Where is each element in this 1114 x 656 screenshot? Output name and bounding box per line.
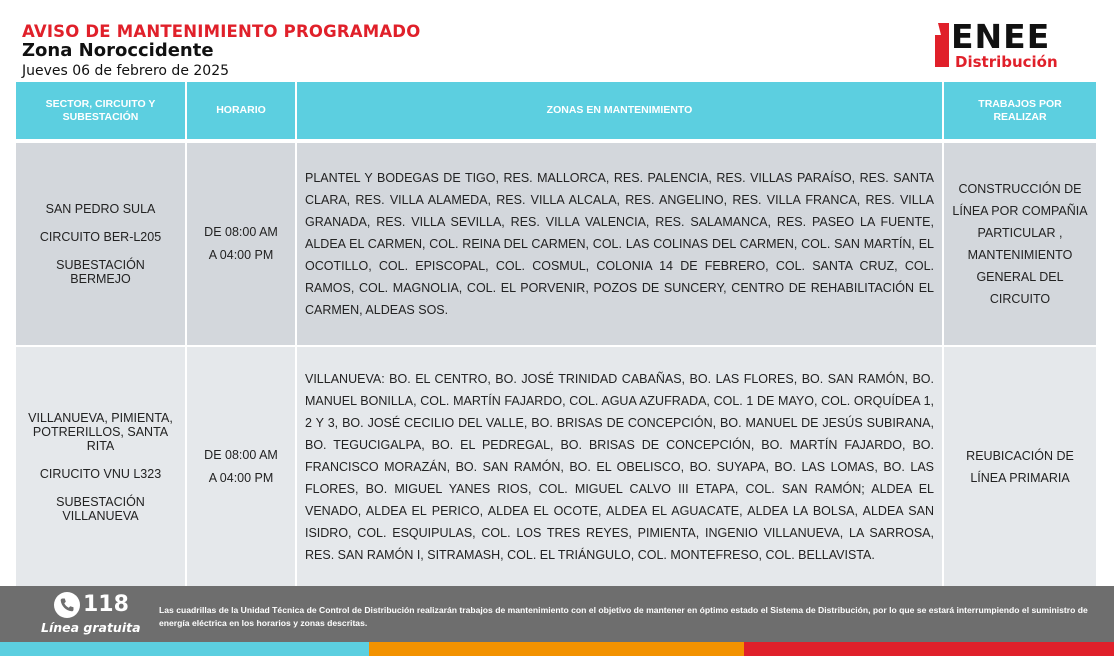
horario-end: A 04:00 PM [208,470,274,485]
horario-start: DE 08:00 AM [204,225,278,239]
phone-icon [54,592,80,618]
trabajos-cell [944,347,1096,586]
circuit-name: CIRUCITO VNU L323 [39,466,162,481]
stripe-cyan [0,642,369,656]
hotline-number: 118 [83,592,129,617]
stripe-orange [369,642,744,656]
sector-name: SAN PEDRO SULA [45,202,156,216]
trabajos-text: REUBICACIÓN DE LÍNEA PRIMARIA [966,448,1074,485]
header-sector: SECTOR, CIRCUITO Y SUBESTACIÓN [16,82,185,139]
horario-cell [187,347,295,586]
circuit-name: CIRCUITO BER-L205 [39,230,162,244]
logo-wordmark: ENEE [951,17,1051,56]
header-trabajos: TRABAJOS POR REALIZAR [944,82,1096,139]
horario-end: A 04:00 PM [208,248,274,262]
trabajos-cell [944,143,1096,345]
footer-notice: Las cuadrillas de la Unidad Técnica de Control de Distribución realizarán trabajos de mantenimiento con el objetivo de mantener en óptimo estado el Sistema de Distribución, por lo que se estará interrumpiendo el suministro de energía eléctrica en los horarios y zonas descritas. [159,605,1088,628]
hotline-label: Línea gratuita [41,620,141,635]
table-row [16,347,1096,586]
sector-cell [16,143,185,345]
logo-subtitle: Distribución [955,53,1058,71]
header-horario: HORARIO [187,82,295,139]
substation-name: SUBESTACIÓN VILLANUEVA [56,494,145,523]
notice-title: AVISO DE MANTENIMIENTO PROGRAMADO [22,22,421,41]
zonas-text: VILLANUEVA: BO. EL CENTRO, BO. JOSÉ TRINIDAD CABAÑAS, BO. LAS FLORES, BO. SAN RAMÓN, BO. MANUEL BONILLA, COL. MARTÍN FAJARDO, COL. AGUA AZUFRADA, COL. 1 DE MAYO, COL. ORQUÍDEA 1, 2 Y 3, BO. JOSÉ CECILIO DEL VALLE, BO. BRISAS DE CONCEPCIÓN, BO. MANUEL DE JESÚS SUBIRANA, BO. TEGUCIGALPA, BO. EL PEDREGAL, BO. BRISAS DE CONCEPCIÓN, BO. MARTÍN FAJARDO, BO. FRANCISCO MORAZÁN, BO. SAN RAMÓN, BO. EL OBELISCO, BO. SUYAPA, BO. LAS LOMAS, BO. LAS FLORES, BO. MIGUEL YANES RIOS, COL. MIGUEL CALVO III ETAPA, COL. SAN RAMÓN; ALDEA EL VENADO, ALDEA EL PERICO, ALDEA EL OCOTE, ALDEA EL AGUACATE, ALDEA LA BOLSA, ALDEA SAN ISIDRO, COL. ESQUIPULAS, COL. LOS TRES REYES, PIMIENTA, INGENIO VILLANUEVA, LA SARROSA, RES. SAN RAMÓN I, SITRAMASH, COL. EL TRIÁNGULO, COL. MONTEFRESO, COL. BELLAVISTA. [305,371,934,562]
enee-logo-mark-icon [935,23,949,67]
notice-date: Jueves 06 de febrero de 2025 [22,63,230,79]
sector-name: VILLANUEVA, PIMIENTA, POTRERILLOS, SANTA RITA [28,410,173,453]
enee-logo [935,17,1093,72]
stripe-red [744,642,1114,656]
zonas-cell [297,347,942,586]
table-header [16,82,1096,139]
zonas-text: PLANTEL Y BODEGAS DE TIGO, RES. MALLORCA, RES. PALENCIA, RES. VILLAS PARAÍSO, RES. SANTA CLARA, RES. VILLA ALAMEDA, RES. VILLA ALCALA, RES. ANGELINO, RES. VILLA FRANCA, RES. VILLA GRANADA, RES. VILLA SEVILLA, RES. VILLA VALENCIA, RES. SALAMANCA, RES. PASEO LA FUENTE, ALDEA EL CARMEN, COL. REINA DEL CARMEN, COL. LAS COLINAS DEL CARMEN, COL. SAN MARTÍN, EL OCOTILLO, COL. EPISCOPAL, COL. COSMUL, COLONIA 14 DE FEBRERO, COL. SANTA CRUZ, COL. RAMOS, COL. MAGNOLIA, COL. EL PORVENIR, POZOS DE SUNCERY, CENTRO DE REHABILITACIÓN EL CARMEN, ALDEAS SOS. [305,171,934,317]
horario-cell [187,143,295,345]
header-zonas: ZONAS EN MANTENIMIENTO [297,82,942,139]
horario-start: DE 08:00 AM [204,447,278,462]
footer-bar [0,586,1114,642]
zone-name: Zona Noroccidente [22,40,214,61]
sector-cell [16,347,185,586]
zonas-cell [297,143,942,345]
table-row [16,143,1096,345]
trabajos-text: CONSTRUCCIÓN DE LÍNEA POR COMPAÑIA PARTICULAR , MANTENIMIENTO GENERAL DEL CIRCUITO [952,182,1088,306]
substation-name: SUBESTACIÓN BERMEJO [56,258,145,286]
